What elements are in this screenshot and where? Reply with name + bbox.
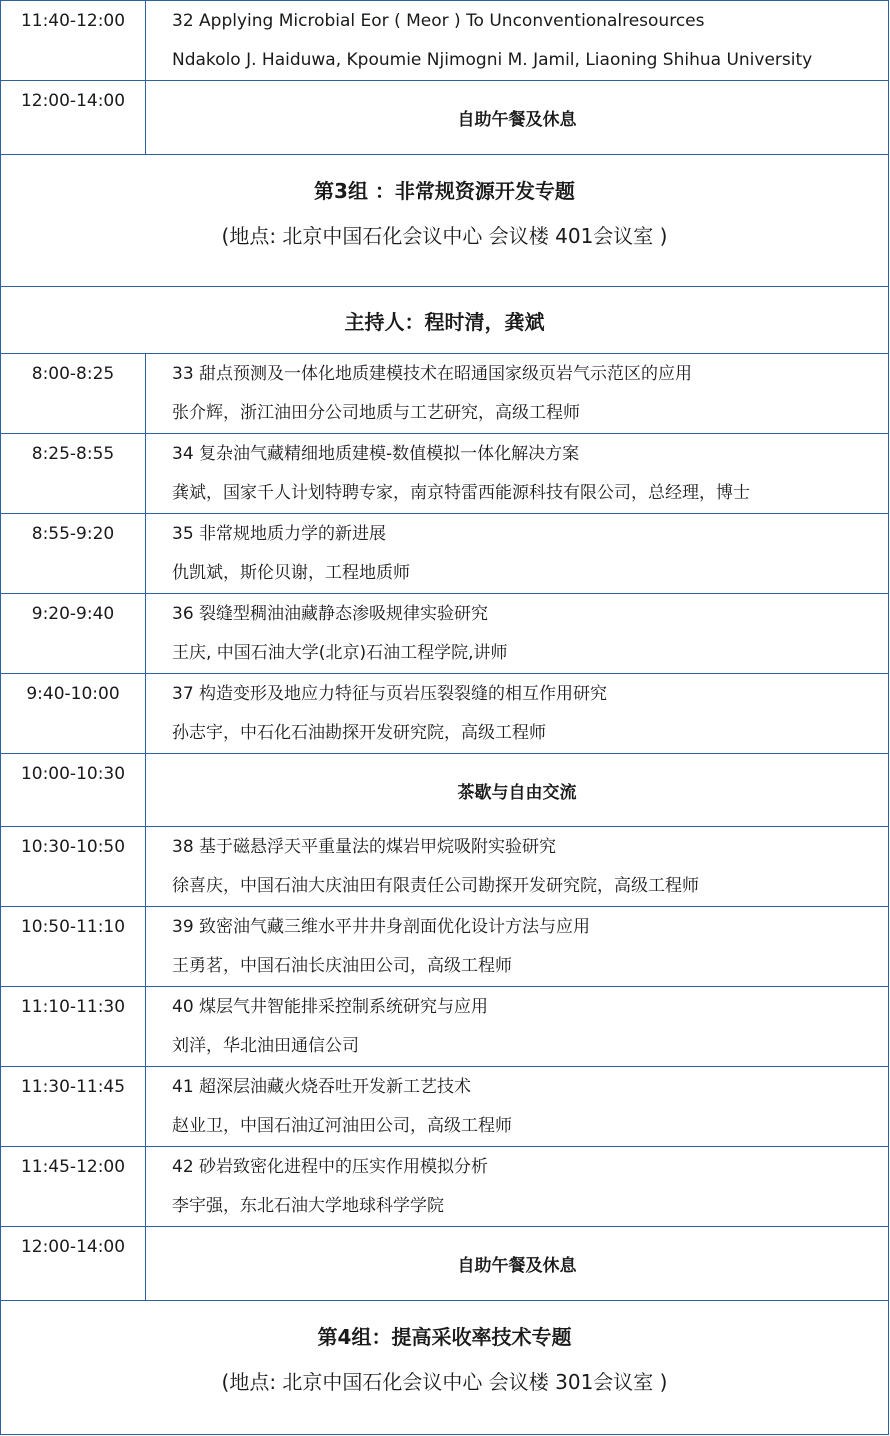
talk-title: 41 超深层油藏火烧吞吐开发新工艺技术	[172, 1077, 472, 1097]
talk-cell	[146, 514, 889, 594]
time-cell	[1, 354, 146, 434]
time-cell	[1, 754, 146, 827]
talk-title: 34 复杂油气藏精细地质建模-数值模拟一体化解决方案	[172, 444, 580, 464]
time-cell	[1, 827, 146, 907]
talk-cell	[146, 1147, 889, 1227]
session-row	[1, 594, 889, 674]
talk-title: 37 构造变形及地应力特征与页岩压裂裂缝的相互作用研究	[172, 684, 608, 704]
talk-title: 40 煤层气井智能排采控制系统研究与应用	[172, 997, 489, 1017]
talk-cell	[146, 987, 889, 1067]
time-label: 11:30-11:45	[20, 1077, 126, 1097]
talk-cell	[146, 674, 889, 754]
break-row	[1, 81, 889, 155]
session-row	[1, 987, 889, 1067]
group-header	[1, 155, 889, 287]
time-label: 9:40-10:00	[26, 684, 120, 704]
time-label: 10:50-11:10	[20, 917, 126, 937]
talk-speaker: Ndakolo J. Haiduwa, Kpoumie Njimogni M. Jamil, Liaoning Shihua University	[172, 50, 813, 70]
time-cell	[1, 434, 146, 514]
session-row	[1, 434, 889, 514]
time-cell	[1, 81, 146, 155]
session-row	[1, 1, 889, 81]
talk-speaker: 王勇茗，中国石油长庆油田公司，高级工程师	[172, 956, 512, 976]
time-cell	[1, 1, 146, 81]
group-title: 第3组 ：非常规资源开发专题	[314, 179, 575, 203]
talk-title: 39 致密油气藏三维水平井井身剖面优化设计方法与应用	[172, 917, 591, 937]
talk-speaker: 赵业卫，中国石油辽河油田公司，高级工程师	[172, 1116, 512, 1136]
time-cell	[1, 987, 146, 1067]
time-label: 8:25-8:55	[31, 444, 115, 464]
talk-cell	[146, 354, 889, 434]
group-title: 第4组：提高采收率技术专题	[317, 1325, 572, 1349]
talk-title: 33 甜点预测及一体化地质建模技术在昭通国家级页岩气示范区的应用	[172, 364, 693, 384]
talk-title: 38 基于磁悬浮天平重量法的煤岩甲烷吸附实验研究	[172, 837, 557, 857]
session-row	[1, 1147, 889, 1227]
time-label: 11:45-12:00	[20, 1157, 126, 1177]
time-cell	[1, 1147, 146, 1227]
time-cell	[1, 1227, 146, 1301]
talk-speaker: 王庆, 中国石油大学(北京)石油工程学院,讲师	[172, 643, 508, 663]
break-label: 自助午餐及休息	[146, 81, 889, 155]
time-label: 9:20-9:40	[31, 604, 115, 624]
session-row	[1, 514, 889, 594]
talk-speaker: 李宇强，东北石油大学地球科学学院	[172, 1196, 444, 1216]
break-row	[1, 1227, 889, 1301]
talk-speaker: 刘洋，华北油田通信公司	[172, 1036, 359, 1056]
talk-cell	[146, 594, 889, 674]
talk-speaker: 张介辉，浙江油田分公司地质与工艺研究，高级工程师	[172, 403, 580, 423]
talk-cell	[146, 907, 889, 987]
group-header	[1, 1301, 889, 1435]
time-cell	[1, 594, 146, 674]
talk-title: 32 Applying Microbial Eor ( Meor ) To Unconventionalresources	[172, 11, 705, 31]
time-cell	[1, 1067, 146, 1147]
talk-title: 42 砂岩致密化进程中的压实作用模拟分析	[172, 1157, 489, 1177]
break-row	[1, 754, 889, 827]
talk-title: 36 裂缝型稠油油藏静态渗吸规律实验研究	[172, 604, 489, 624]
time-label: 11:10-11:30	[20, 997, 126, 1017]
time-label: 12:00-14:00	[20, 1237, 126, 1257]
host-label: 主持人：程时清，龚斌	[1, 287, 889, 354]
session-row	[1, 674, 889, 754]
group-location: (地点: 北京中国石化会议中心 会议楼 301会议室 )	[221, 1370, 668, 1394]
time-cell	[1, 907, 146, 987]
time-label: 12:00-14:00	[20, 91, 126, 111]
time-label: 8:00-8:25	[31, 364, 115, 384]
break-label: 自助午餐及休息	[146, 1227, 889, 1301]
session-row	[1, 827, 889, 907]
host-row	[1, 287, 889, 354]
talk-speaker: 仇凯斌，斯伦贝谢，工程地质师	[172, 563, 410, 583]
talk-title: 35 非常规地质力学的新进展	[172, 524, 387, 544]
talk-cell	[146, 434, 889, 514]
group-location: (地点: 北京中国石化会议中心 会议楼 401会议室 )	[221, 224, 668, 248]
talk-cell	[146, 827, 889, 907]
time-cell	[1, 514, 146, 594]
talk-speaker: 徐喜庆，中国石油大庆油田有限责任公司勘探开发研究院，高级工程师	[172, 876, 699, 896]
break-label: 茶歇与自由交流	[146, 754, 889, 827]
time-label: 11:40-12:00	[20, 11, 126, 31]
session-row	[1, 1067, 889, 1147]
talk-cell	[146, 1, 889, 81]
talk-speaker: 龚斌，国家千人计划特聘专家，南京特雷西能源科技有限公司，总经理，博士	[172, 483, 750, 503]
talk-speaker: 孙志宇，中石化石油勘探开发研究院，高级工程师	[172, 723, 546, 743]
group-header-row	[1, 155, 889, 287]
session-row	[1, 354, 889, 434]
time-label: 8:55-9:20	[31, 524, 115, 544]
group-header-row	[1, 1301, 889, 1435]
session-row	[1, 907, 889, 987]
time-label: 10:00-10:30	[20, 764, 126, 784]
time-label: 10:30-10:50	[20, 837, 126, 857]
talk-cell	[146, 1067, 889, 1147]
time-cell	[1, 674, 146, 754]
